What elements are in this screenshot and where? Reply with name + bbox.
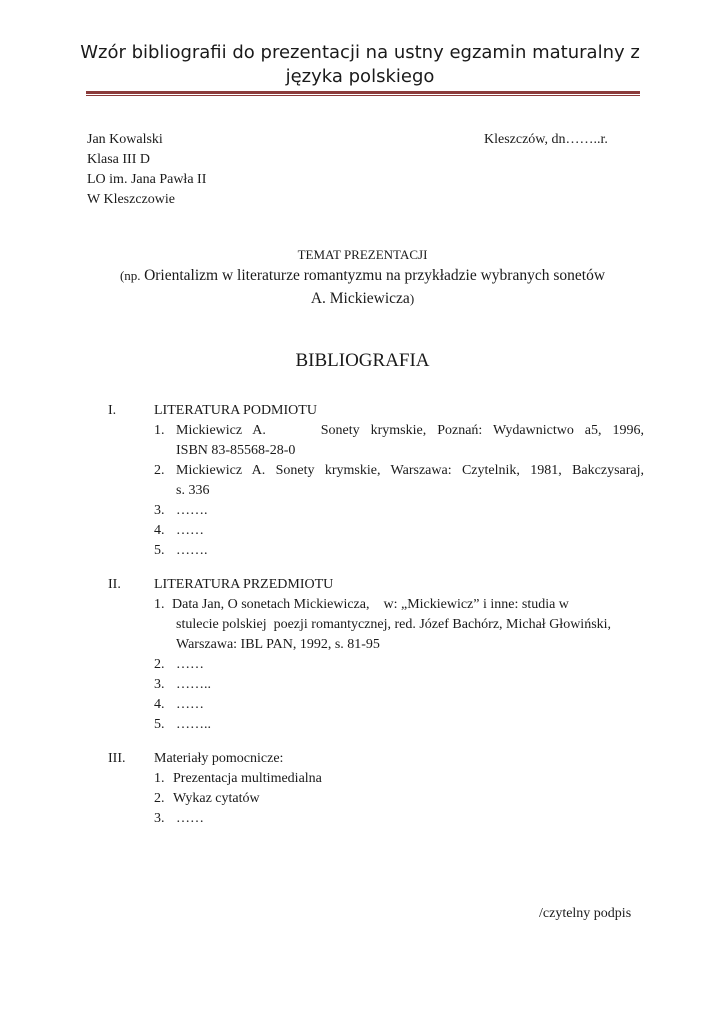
item-number: 5.: [154, 717, 165, 732]
section-title: Materiały pomocnicze:: [154, 751, 284, 766]
item-line: Mickiewicz A. Sonety krymskie, Poznań: Wydawnictwo a5, 1996,: [176, 423, 644, 438]
topic-label: TEMAT PREZENTACJI: [297, 247, 428, 262]
document-header-title: [60, 41, 660, 89]
section-number: II.: [108, 577, 121, 592]
item-line: ……: [176, 697, 204, 712]
topic-text-line-1: Orientalizm w literaturze romantyzmu na przykładzie wybranych sonetów: [144, 267, 606, 284]
item-line: stulecie polskiej poezji romantycznej, red. Józef Bachórz, Michał Głowiński,: [176, 617, 612, 632]
header-rule-thick: [86, 91, 640, 94]
topic-suffix: ): [409, 291, 415, 306]
item-number: 3.: [154, 811, 165, 826]
item-line: ……: [176, 523, 204, 538]
item-number: 1.: [154, 771, 165, 786]
author-name: Jan Kowalski: [87, 132, 163, 147]
signature-label: /czytelny podpis: [539, 906, 632, 921]
header-title-line-2: języka polskiego: [285, 66, 435, 87]
section-title: LITERATURA PODMIOTU: [154, 403, 317, 418]
item-number: 1.: [154, 423, 165, 438]
item-text: [172, 595, 644, 655]
item-number: 2.: [154, 791, 165, 806]
item-line: s. 336: [176, 483, 210, 498]
item-number: 2.: [154, 463, 165, 478]
item-line: Data Jan, O sonetach Mickiewicza, w: „Mickiewicz” i inne: studia w: [172, 597, 569, 612]
item-text: [176, 421, 644, 461]
item-number: 1.: [154, 597, 165, 612]
item-text: [176, 461, 644, 501]
header-rule-thin: [86, 95, 640, 96]
item-line: ……: [176, 811, 204, 826]
bibliography-heading: BIBLIOGRAFIA: [295, 350, 430, 371]
place-date: Kleszczów, dn……..r.: [484, 132, 608, 147]
item-line: Wykaz cytatów: [173, 791, 260, 806]
section-number: III.: [108, 751, 126, 766]
author-school: LO im. Jana Pawła II: [87, 172, 207, 187]
item-line: Mickiewicz A. Sonety krymskie, Warszawa: Czytelnik, 1981, Bakczysaraj,: [176, 463, 644, 478]
item-line: ……..: [176, 677, 211, 692]
item-number: 3.: [154, 503, 165, 518]
item-number: 4.: [154, 697, 165, 712]
item-number: 2.: [154, 657, 165, 672]
topic-prefix: (np.: [119, 268, 141, 283]
item-number: 4.: [154, 523, 165, 538]
section-title: LITERATURA PRZEDMIOTU: [154, 577, 334, 592]
item-line: Prezentacja multimedialna: [173, 771, 322, 786]
item-line: …….: [176, 503, 208, 518]
item-number: 5.: [154, 543, 165, 558]
item-line: …….: [176, 543, 208, 558]
author-class: Klasa III D: [87, 152, 150, 167]
item-line: ……: [176, 657, 204, 672]
item-line: Warszawa: IBL PAN, 1992, s. 81-95: [176, 637, 380, 652]
author-block: [87, 130, 206, 210]
topic-line-1: [0, 266, 725, 287]
header-title-line-1: Wzór bibliografii do prezentacji na ustny egzamin maturalny z: [80, 42, 640, 63]
topic-text-line-2: A. Mickiewicza: [310, 290, 410, 307]
topic-line-2: [0, 289, 725, 310]
section-number: I.: [108, 403, 117, 418]
item-line: ISBN 83-85568-28-0: [176, 443, 296, 458]
item-number: 3.: [154, 677, 165, 692]
item-line: ……..: [176, 717, 211, 732]
author-city: W Kleszczowie: [87, 192, 175, 207]
